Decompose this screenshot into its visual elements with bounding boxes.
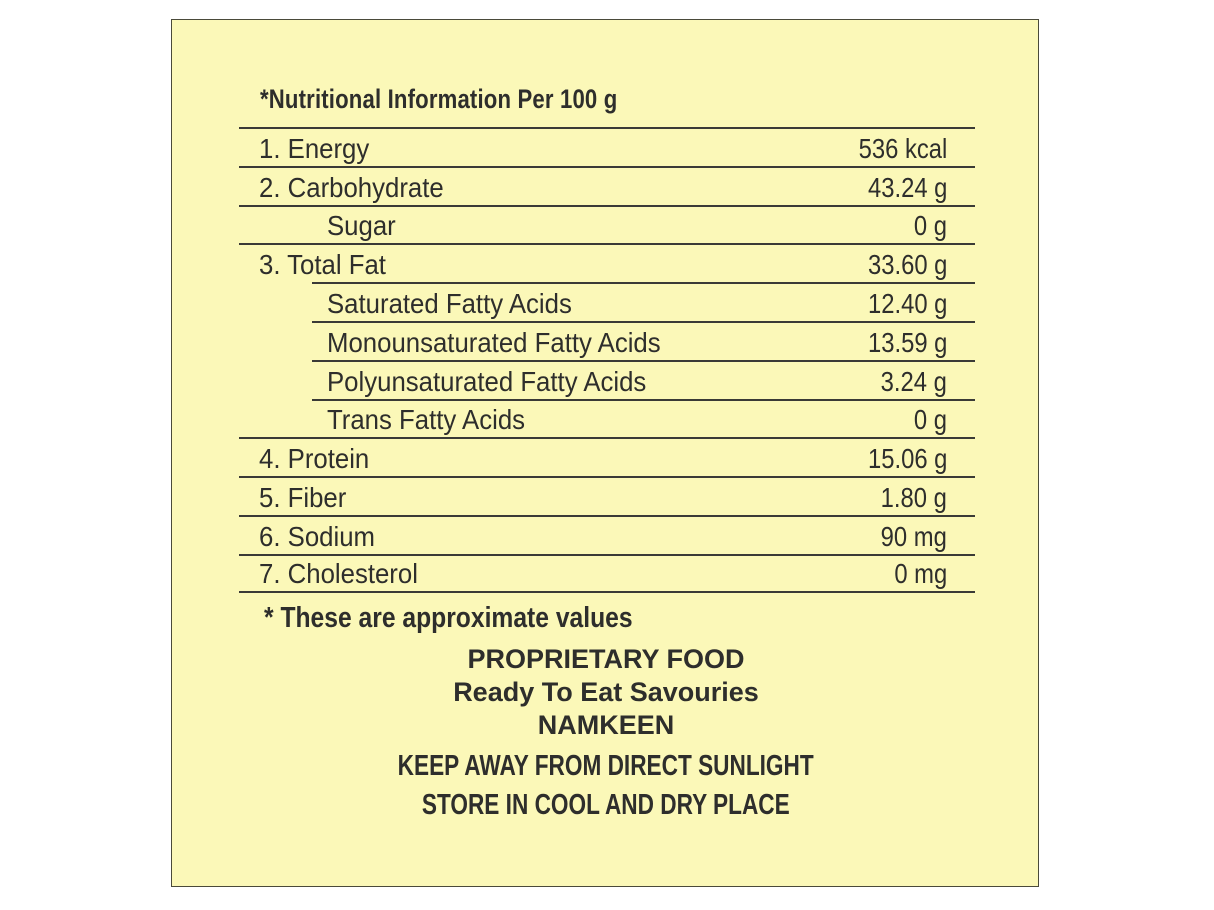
nutrient-value: 43.24 g: [867, 171, 947, 203]
nutrition-row-energy: [239, 127, 975, 166]
nutrition-row-protein: [239, 437, 975, 476]
nutrient-value: 0 g: [913, 210, 947, 242]
nutrient-name: Trans Fatty Acids: [327, 404, 526, 436]
nutrient-value: 0 g: [913, 404, 947, 436]
nutrient-name: Saturated Fatty Acids: [327, 287, 572, 319]
nutrient-name: 3. Total Fat: [259, 249, 386, 281]
product-category: PROPRIETARY FOOD: [467, 644, 745, 674]
nutrient-value: 15.06 g: [867, 443, 947, 475]
nutrition-row-total-fat: [239, 243, 975, 282]
nutrition-row-sodium: [239, 515, 975, 554]
nutrient-value: 12.40 g: [867, 287, 947, 319]
approximate-values-note: * These are approximate values: [264, 602, 633, 634]
nutrient-name: 1. Energy: [259, 132, 370, 164]
product-name: NAMKEEN: [537, 710, 675, 740]
nutrient-name: Polyunsaturated Fatty Acids: [327, 365, 647, 397]
nutrient-name: Sugar: [327, 210, 396, 242]
nutrient-value: 90 mg: [880, 520, 947, 552]
nutrition-row-monounsaturated-fat: [312, 321, 975, 360]
nutrition-label-panel: [171, 19, 1039, 887]
nutrition-row-sugar: [239, 205, 975, 244]
nutrition-row-carbohydrate: [239, 166, 975, 205]
nutrient-name: 2. Carbohydrate: [259, 171, 444, 203]
nutrient-value: 33.60 g: [867, 249, 947, 281]
storage-instruction-sunlight: [172, 750, 1040, 783]
nutrition-row-cholesterol: [239, 554, 975, 593]
storage-instruction-cool-dry: [172, 789, 1040, 822]
nutrient-value: 0 mg: [894, 557, 947, 589]
nutrient-name: 5. Fiber: [259, 481, 347, 513]
nutrient-name: 7. Cholesterol: [259, 557, 418, 589]
nutrition-row-polyunsaturated-fat: [312, 360, 975, 399]
nutrient-value: 13.59 g: [867, 326, 947, 358]
nutrition-table: [239, 127, 975, 593]
nutrition-row-trans-fat: [312, 399, 975, 438]
nutrient-value: 1.80 g: [880, 481, 947, 513]
nutrient-name: Monounsaturated Fatty Acids: [327, 326, 661, 358]
nutrient-name: 4. Protein: [259, 443, 370, 475]
nutrition-title: *Nutritional Information Per 100 g: [260, 84, 618, 114]
product-type: Ready To Eat Savouries: [453, 677, 759, 707]
nutrient-value: 536 kcal: [858, 132, 947, 164]
storage-instruction-cool-dry-text: STORE IN COOL AND DRY PLACE: [422, 789, 790, 821]
nutrient-value: 3.24 g: [880, 365, 947, 397]
nutrition-row-saturated-fat: [312, 282, 975, 321]
storage-instruction-sunlight-text: KEEP AWAY FROM DIRECT SUNLIGHT: [397, 750, 815, 782]
nutrition-row-fiber: [239, 476, 975, 515]
nutrient-name: 6. Sodium: [259, 520, 375, 552]
